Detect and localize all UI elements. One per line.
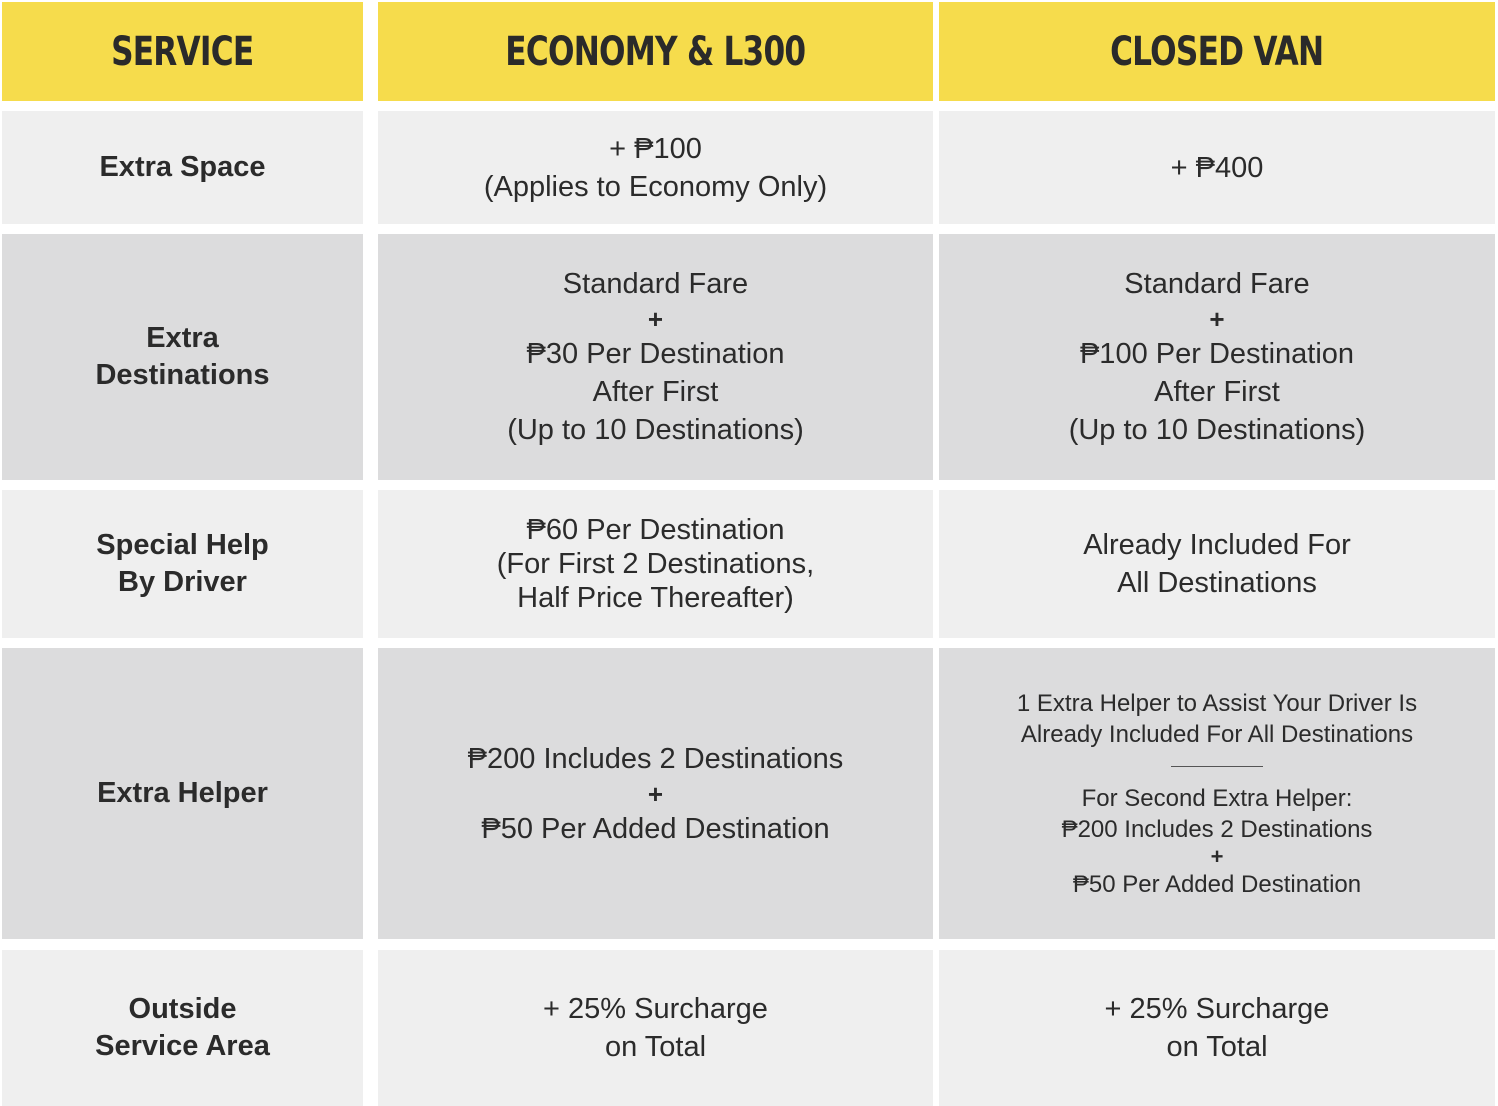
value-line: Half Price Thereafter): [517, 582, 794, 614]
van-special-help: [939, 490, 1495, 638]
van-extra-helper: [939, 648, 1495, 939]
economy-special-help: [378, 490, 933, 638]
value-line: Already Included For All Destinations: [1020, 720, 1414, 748]
value-line: + ₱100: [609, 132, 702, 165]
value-line: ₱50 Per Added Destination: [1072, 870, 1362, 898]
economy-extra-helper: [378, 648, 933, 939]
divider-line: [1171, 766, 1263, 767]
value-line: Already Included For: [1083, 529, 1351, 561]
van-extra-space: [939, 111, 1495, 224]
value-line: (Applies to Economy Only): [483, 170, 828, 203]
value-line: After First: [1154, 376, 1280, 408]
service-label: Special Help: [96, 529, 269, 561]
economy-outside-area: [378, 950, 933, 1106]
service-label: By Driver: [118, 566, 247, 598]
service-label: Extra: [146, 322, 219, 354]
plus-sign: +: [1210, 843, 1224, 869]
plus-sign: +: [1209, 304, 1225, 334]
value-line: on Total: [604, 1031, 707, 1063]
header-economy-label: ECONOMY & L300: [505, 28, 806, 75]
plus-sign: +: [647, 778, 664, 809]
van-outside-area: [939, 950, 1495, 1106]
header-van-label: CLOSED VAN: [1110, 28, 1324, 75]
header-economy: [378, 2, 933, 101]
header-service-label: SERVICE: [111, 28, 254, 75]
value-line: on Total: [1166, 1031, 1268, 1063]
value-line: ₱200 Includes 2 Destinations: [1061, 815, 1373, 843]
header-closed-van: [939, 2, 1495, 101]
value-line: + ₱400: [1170, 151, 1264, 184]
header-service: [2, 2, 363, 101]
plus-sign: +: [647, 304, 664, 334]
value-line: All Destinations: [1117, 567, 1317, 599]
van-extra-destinations: [939, 234, 1495, 480]
service-label: Extra Space: [99, 151, 266, 183]
value-line: 1 Extra Helper to Assist Your Driver Is: [1016, 689, 1418, 717]
value-line: Standard Fare: [1124, 268, 1310, 300]
value-line: ₱100 Per Destination: [1079, 338, 1355, 370]
service-label: Extra Helper: [97, 777, 268, 809]
service-extra-helper: [2, 648, 363, 939]
service-label: Service Area: [95, 1030, 270, 1062]
value-line: (For First 2 Destinations,: [496, 548, 815, 580]
value-line: (Up to 10 Destinations): [1068, 414, 1366, 446]
economy-extra-space: [378, 111, 933, 224]
value-line: ₱200 Includes 2 Destinations: [467, 742, 844, 775]
service-label: Destinations: [95, 359, 270, 391]
value-line: After First: [592, 376, 719, 408]
value-line: (Up to 10 Destinations): [507, 414, 804, 446]
service-special-help: [2, 490, 363, 638]
value-line: + 25% Surcharge: [1104, 993, 1330, 1025]
value-line: ₱60 Per Destination: [526, 514, 785, 546]
value-line: Standard Fare: [562, 268, 749, 300]
value-line: ₱30 Per Destination: [526, 338, 785, 370]
service-label: Outside: [128, 993, 237, 1025]
value-line: ₱50 Per Added Destination: [481, 812, 830, 845]
service-extra-space: [2, 111, 363, 224]
service-extra-destinations: [2, 234, 363, 480]
service-outside-area: [2, 950, 363, 1106]
value-line: + 25% Surcharge: [543, 993, 768, 1025]
value-line: For Second Extra Helper:: [1081, 784, 1353, 812]
economy-extra-destinations: [378, 234, 933, 480]
